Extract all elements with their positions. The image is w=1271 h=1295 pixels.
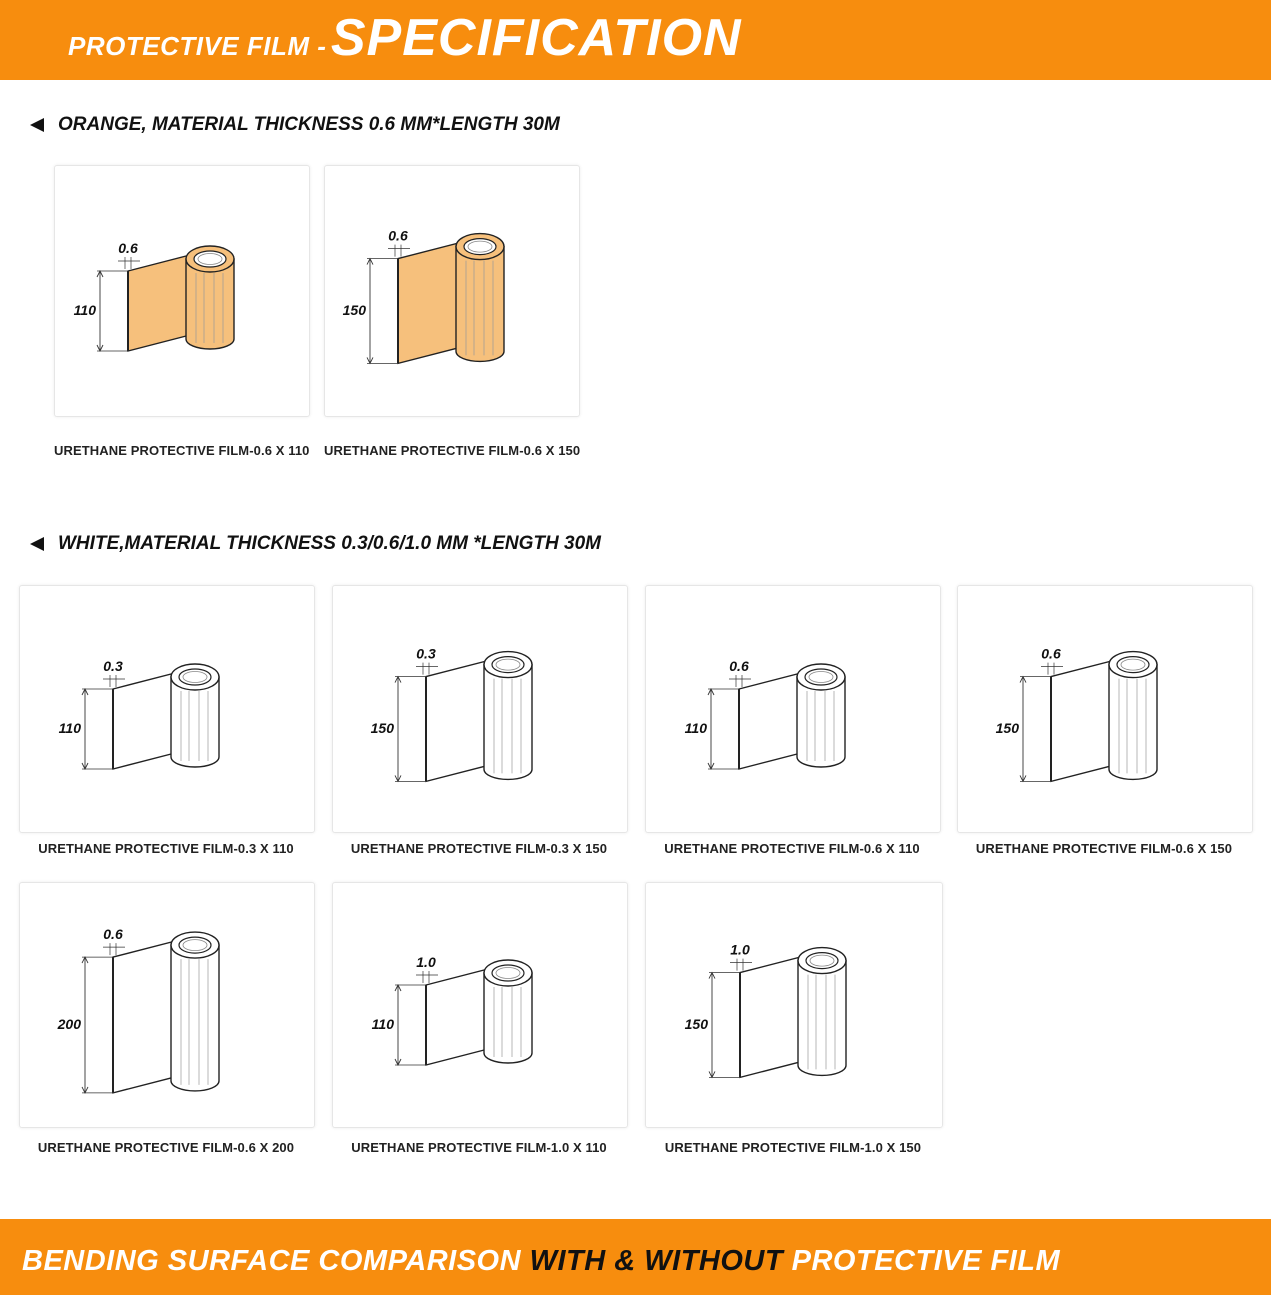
thickness-dimension-label: 1.0 <box>730 941 750 958</box>
product-card[interactable] <box>19 882 315 1128</box>
page-title-small: PROTECTIVE FILM - <box>68 31 327 61</box>
footer-title <box>22 1245 1060 1278</box>
width-dimension-label: 150 <box>995 720 1019 736</box>
film-roll-illustration <box>343 228 504 364</box>
film-roll-illustration <box>996 646 1157 782</box>
film-roll-illustration <box>685 658 845 769</box>
width-dimension-label: 150 <box>684 1016 708 1032</box>
footer-title-part1: BENDING SURFACE COMPARISON <box>22 1245 522 1277</box>
product-caption: URETHANE PROTECTIVE FILM-0.6 X 150 <box>324 443 581 458</box>
film-roll-image <box>646 883 942 1127</box>
triangle-left-icon <box>30 118 44 132</box>
product-card[interactable] <box>54 165 310 417</box>
width-dimension-label: 150 <box>370 720 394 736</box>
thickness-dimension-label: 0.6 <box>729 658 749 674</box>
section-heading-text: ORANGE, MATERIAL THICKNESS 0.6 MM*LENGTH 30M <box>58 114 560 135</box>
film-roll-image <box>333 586 627 832</box>
film-roll-image <box>20 586 314 832</box>
section-heading-text: WHITE,MATERIAL THICKNESS 0.3/0.6/1.0 MM *LENGTH 30M <box>58 533 601 554</box>
product-card[interactable] <box>645 585 941 833</box>
footer-title-part2: WITH & WITHOUT <box>529 1245 784 1277</box>
thickness-dimension-label: 0.3 <box>416 645 436 662</box>
thickness-dimension-label: 0.6 <box>1041 645 1061 662</box>
product-caption: URETHANE PROTECTIVE FILM-0.6 X 150 <box>975 841 1233 856</box>
product-caption: URETHANE PROTECTIVE FILM-1.0 X 150 <box>664 1140 922 1155</box>
film-roll-illustration <box>57 926 219 1093</box>
film-roll-image <box>20 883 314 1127</box>
film-roll-image <box>333 883 627 1127</box>
thickness-dimension-label: 0.6 <box>118 240 138 256</box>
thickness-dimension-label: 1.0 <box>416 954 436 970</box>
product-caption: URETHANE PROTECTIVE FILM-0.6 X 110 <box>664 841 920 856</box>
section-heading-orange <box>30 114 560 136</box>
product-caption: URETHANE PROTECTIVE FILM-1.0 X 110 <box>351 1140 607 1155</box>
thickness-dimension-label: 0.6 <box>388 227 408 244</box>
width-dimension-label: 110 <box>73 302 96 318</box>
product-card[interactable] <box>645 882 943 1128</box>
product-card[interactable] <box>19 585 315 833</box>
film-roll-illustration <box>685 942 846 1078</box>
thickness-dimension-label: 0.3 <box>103 658 123 674</box>
film-roll-illustration <box>371 646 532 782</box>
film-roll-image <box>55 166 309 416</box>
width-dimension-label: 110 <box>371 1016 394 1032</box>
product-caption: URETHANE PROTECTIVE FILM-0.6 X 200 <box>37 1140 295 1155</box>
width-dimension-label: 110 <box>58 720 81 736</box>
triangle-left-icon <box>30 537 44 551</box>
page-title <box>68 8 742 68</box>
product-card[interactable] <box>332 585 628 833</box>
product-caption: URETHANE PROTECTIVE FILM-0.6 X 110 <box>54 443 310 458</box>
product-caption: URETHANE PROTECTIVE FILM-0.3 X 150 <box>350 841 608 856</box>
footer-title-part3: PROTECTIVE FILM <box>791 1245 1061 1277</box>
product-card[interactable] <box>957 585 1253 833</box>
film-roll-image <box>646 586 940 832</box>
width-dimension-label: 150 <box>342 302 366 318</box>
film-roll-illustration <box>59 658 219 769</box>
width-dimension-label: 110 <box>684 720 707 736</box>
product-card[interactable] <box>324 165 580 417</box>
product-card[interactable] <box>332 882 628 1128</box>
film-roll-illustration <box>74 240 234 351</box>
film-roll-image <box>958 586 1252 832</box>
film-roll-image <box>325 166 579 416</box>
product-caption: URETHANE PROTECTIVE FILM-0.3 X 110 <box>38 841 294 856</box>
film-roll-illustration <box>372 954 532 1065</box>
width-dimension-label: 200 <box>57 1016 81 1032</box>
page-title-big: SPECIFICATION <box>330 9 742 67</box>
thickness-dimension-label: 0.6 <box>103 926 123 943</box>
section-heading-white <box>30 533 601 555</box>
